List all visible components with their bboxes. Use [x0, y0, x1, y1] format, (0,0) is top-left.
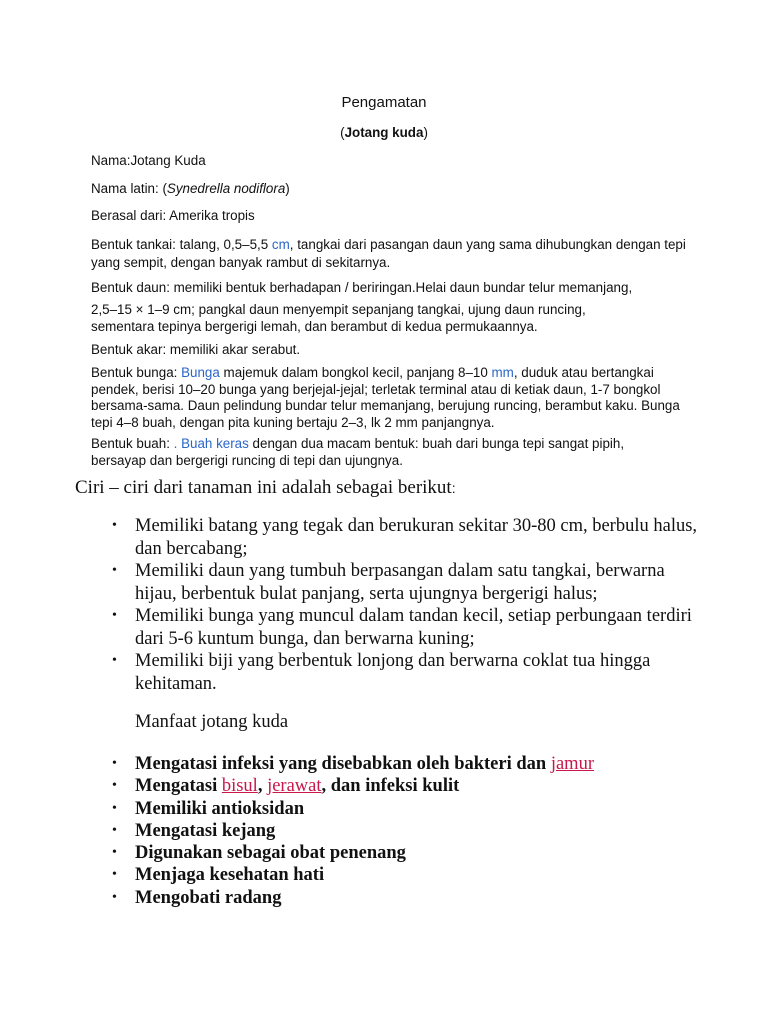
bunga-text-1: Bentuk bunga: [91, 365, 182, 380]
manfaat-item-text: Memiliki antioksidan [135, 798, 305, 819]
manfaat-item-text: , dan infeksi kulit [321, 776, 460, 797]
manfaat-item-text: Digunakan sebagai obat penenang [135, 843, 406, 864]
tankai-text-2: , tangkai dari pasangan daun yang sama dihubungkan dengan tepi yang sempit, dengan banyak rambut di sekitarnya. [91, 237, 686, 270]
bullet-icon: • [112, 778, 117, 794]
akar-line: Bentuk akar: memiliki akar serabut. [91, 342, 301, 357]
manfaat-item-text: Mengobati radang [135, 887, 282, 908]
list-item [0, 820, 700, 842]
list-item [0, 864, 700, 886]
list-item [0, 842, 700, 864]
subtitle-name: Jotang kuda [344, 125, 424, 140]
bunga-paragraph [91, 365, 681, 431]
bunga-link-mm[interactable]: mm [491, 365, 514, 380]
bullet-icon: • [112, 800, 117, 816]
nama-latin-italic: Synedrella nodiflora [166, 181, 286, 196]
bullet-icon: • [112, 756, 117, 771]
bullet-icon: • [112, 653, 117, 668]
ciri-heading-text: Ciri – ciri dari tanaman ini adalah sebagai berikut [75, 477, 452, 498]
manfaat-item-text: Menjaga kesehatan hati [135, 865, 325, 886]
nama-line: Nama:Jotang Kuda [91, 153, 206, 168]
list-item [0, 605, 700, 650]
daun-line-1: Bentuk daun: memiliki bentuk berhadapan / beriringan.Helai daun bundar telur memanjang, [91, 280, 633, 295]
list-item [0, 753, 700, 775]
subtitle-close: ) [423, 125, 428, 140]
bullet-icon: • [112, 563, 117, 578]
list-item [0, 798, 700, 820]
bullet-icon: • [112, 845, 117, 861]
buah-text-2: dengan dua macam bentuk: buah dari bunga tepi sangat pipih, bersayap dan bergerigi runcing di tepi dan ujungnya. [91, 436, 625, 468]
ciri-heading-colon: : [451, 480, 456, 496]
ciri-heading [75, 477, 456, 499]
ciri-item-text: Memiliki daun yang tumbuh berpasangan dalam satu tangkai, berwarna hijau, berbentuk bulat panjang, serta ujungnya bergerigi halus; [135, 561, 665, 604]
manfaat-heading: Manfaat jotang kuda [135, 712, 289, 732]
daun-line-2: 2,5–15 × 1–9 cm; pangkal daun menyempit sepanjang tangkai, ujung daun runcing, sementara tepinya bergerigi lemah, dan berambut di kedua permukaannya. [91, 302, 586, 334]
manfaat-link-bisul[interactable]: bisul [221, 776, 258, 797]
nama-latin-suffix: ) [285, 181, 290, 196]
page-title: Pengamatan [341, 94, 427, 111]
buah-link[interactable]: . Buah keras [173, 436, 249, 451]
bullet-icon: • [112, 608, 117, 623]
list-item [0, 887, 700, 909]
bullet-icon: • [112, 867, 117, 883]
buah-text-1: Bentuk buah: [91, 436, 174, 451]
list-item [0, 775, 700, 797]
nama-latin-prefix: Nama latin: ( [91, 181, 167, 196]
ciri-list [0, 515, 700, 695]
manfaat-item-text: Mengatasi kejang [135, 820, 276, 841]
list-item [0, 650, 700, 695]
bunga-text-2: majemuk dalam bongkol kecil, panjang 8–10 [219, 365, 492, 380]
bunga-text-3: , duduk atau bertangkai pendek, berisi 10–20 bunga yang berjejal-jejal; terletak terminal atau di ketiak daun, 1-7 bongkol bersama-sama. Daun pelindung bundar telur memanjang, berujung runcing, berambut kaku. Bunga tepi 4–8 buah, dengan pita kuning bertaju 2–3, lk 2 mm panjangnya. [91, 365, 680, 430]
tankai-text-1: Bentuk tankai: talang, 0,5–5,5 [91, 237, 272, 252]
ciri-item-text: Memiliki batang yang tegak dan berukuran sekitar 30-80 cm, berbulu halus, dan bercabang; [135, 516, 698, 559]
manfaat-link-jerawat[interactable]: jerawat [267, 776, 322, 797]
ciri-item-text: Memiliki bunga yang muncul dalam tandan kecil, setiap perbungaan terdiri dari 5-6 kuntum bunga, dan berwarna kuning; [135, 606, 692, 649]
manfaat-item-text: Mengatasi infeksi yang disebabkan oleh bakteri dan [135, 754, 551, 774]
bunga-link-bunga[interactable]: Bunga [181, 365, 220, 380]
subtitle [0, 125, 768, 140]
manfaat-item-sep: , [257, 776, 268, 797]
manfaat-list [0, 753, 700, 909]
tankai-link-cm[interactable]: cm [271, 237, 290, 252]
manfaat-item-text: Mengatasi [135, 776, 222, 797]
nama-latin-line [91, 181, 691, 198]
ciri-item-text: Memiliki biji yang berbentuk lonjong dan berwarna coklat tua hingga kehitaman. [135, 651, 651, 694]
list-item [0, 515, 700, 560]
buah-paragraph [91, 436, 676, 469]
bullet-icon: • [112, 889, 117, 905]
berasal-line: Berasal dari: Amerika tropis [91, 208, 255, 223]
list-item [0, 560, 700, 605]
tankai-paragraph [91, 236, 696, 272]
bullet-icon: • [112, 822, 117, 838]
subtitle-open: ( [340, 125, 345, 140]
manfaat-link-jamur[interactable]: jamur [550, 754, 594, 774]
bullet-icon: • [112, 518, 117, 533]
